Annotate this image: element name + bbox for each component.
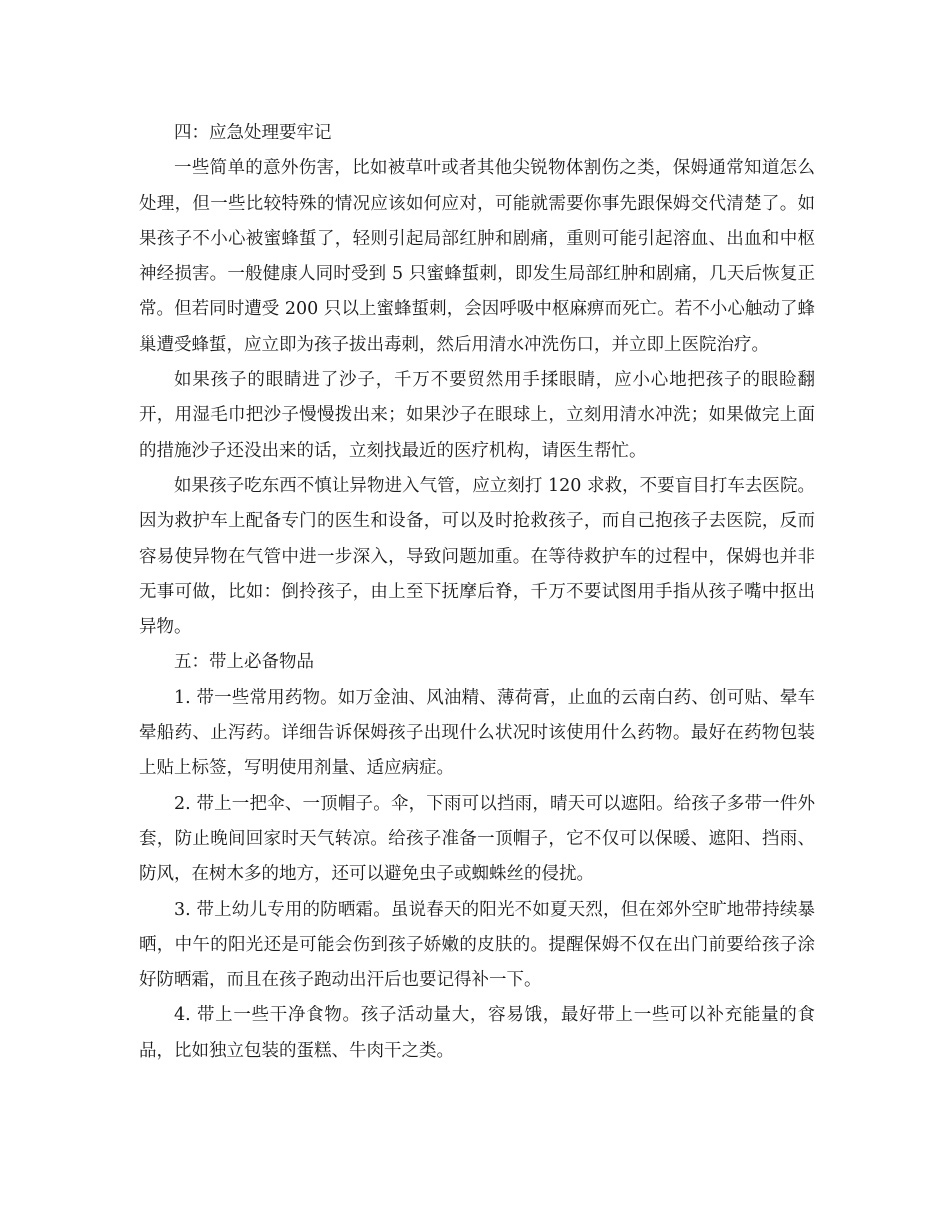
section-heading-essentials: 五：带上必备物品 (174, 652, 314, 673)
document-body (139, 116, 815, 1069)
list-item-medicine: 1. 带一些常用药物。如万金油、风油精、薄荷膏，止血的云南白药、创可贴、晕车晕船药、止泻药。详细告诉保姆孩子出现什么状况时该使用什么药物。最好在药物包装上贴上标签，写明使用剂量、适应病症。 (139, 687, 815, 779)
paragraph-minor-injuries: 一些简单的意外伤害，比如被草叶或者其他尖锐物体割伤之类，保姆通常知道怎么处理，但一些比较特殊的情况应该如何应对，可能就需要你事先跟保姆交代清楚了。如果孩子不小心被蜜蜂蜇了，轻则引起局部红肿和剧痛，重则可能引起溶血、出血和中枢神经损害。一般健康人同时受到 5 只蜜蜂蜇刺，即发生局部红肿和剧痛，几天后恢复正常。但若同时遭受 200 只以上蜜蜂蜇刺，会因呼吸中枢麻痹而死亡。若不小心触动了蜂巢遭受蜂蜇，应立即为孩子拔出毒刺，然后用清水冲洗伤口，并立即上医院治疗。 (139, 158, 815, 355)
paragraph-eye-sand: 如果孩子的眼睛进了沙子，千万不要贸然用手揉眼睛，应小心地把孩子的眼睑翻开，用湿毛巾把沙子慢慢拨出来；如果沙子在眼球上，立刻用清水冲洗；如果做完上面的措施沙子还没出来的话，立刻找最近的医疗机构，请医生帮忙。 (139, 370, 815, 461)
list-item-sunscreen: 3. 带上幼儿专用的防晒霜。虽说春天的阳光不如夏天烈，但在郊外空旷地带持续暴晒，中午的阳光还是可能会伤到孩子娇嫩的皮肤的。提醒保姆不仅在出门前要给孩子涂好防晒霜，而且在孩子跑动出汗后也要记得补一下。 (139, 899, 815, 991)
list-item-umbrella-hat: 2. 带上一把伞、一顶帽子。伞，下雨可以挡雨，晴天可以遮阳。给孩子多带一件外套，防止晚间回家时天气转凉。给孩子准备一顶帽子，它不仅可以保暖、遮阳、挡雨、防风，在树木多的地方，还可以避免虫子或蜘蛛丝的侵扰。 (139, 793, 815, 885)
paragraph-airway-object: 如果孩子吃东西不慎让异物进入气管，应立刻打 120 求救，不要盲目打车去医院。因为救护车上配备专门的医生和设备，可以及时抢救孩子，而自己抱孩子去医院，反而容易使异物在气管中进一步深入，导致问题加重。在等待救护车的过程中，保姆也并非无事可做，比如：倒拎孩子，由上至下抚摩后脊，千万不要试图用手指从孩子嘴中抠出异物。 (139, 475, 815, 638)
section-heading-emergency: 四：应急处理要牢记 (174, 123, 332, 143)
list-item-food: 4. 带上一些干净食物。孩子活动量大，容易饿，最好带上一些可以补充能量的食品，比如独立包装的蛋糕、牛肉干之类。 (139, 1005, 815, 1061)
